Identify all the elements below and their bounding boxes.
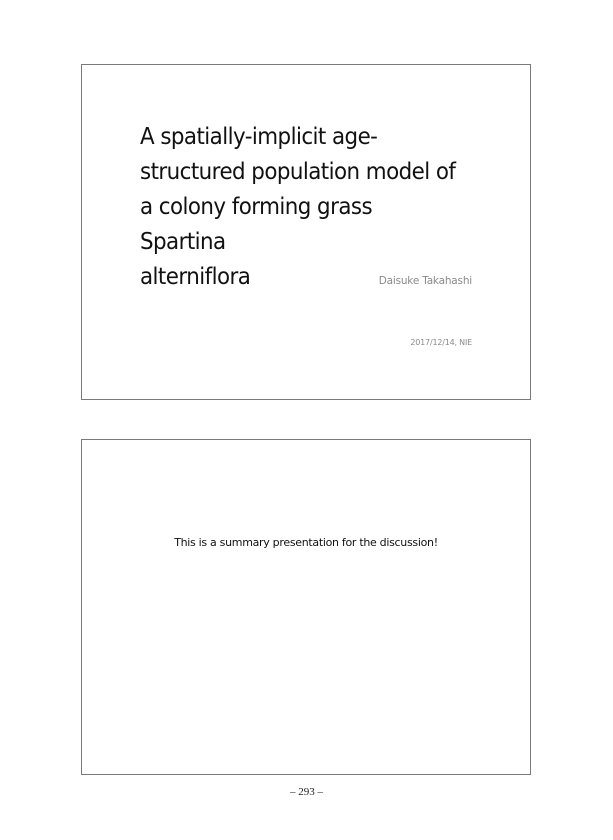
page-number: – 293 –: [290, 786, 323, 798]
slide-date-venue: 2017/12/14, NIE: [410, 338, 472, 347]
slide-author: Daisuke Takahashi: [378, 275, 472, 287]
slide-summary: [81, 439, 531, 775]
slide-title-text: A spatially-implicit age- structured population model of a colony forming grass Spartina alterniflora: [140, 124, 456, 290]
slide-title: [81, 64, 531, 400]
slide-summary-text: This is a summary presentation for the discussion!: [174, 536, 438, 549]
